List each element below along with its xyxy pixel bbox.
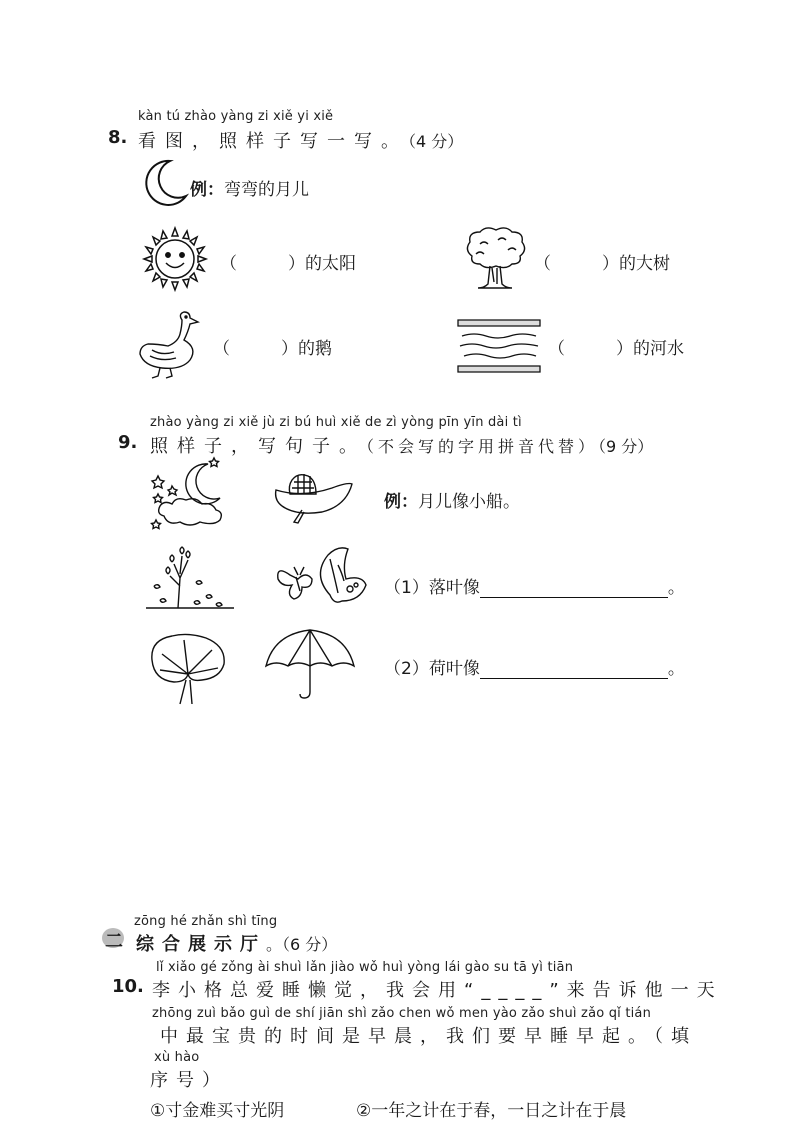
q8-item-sun — [220, 249, 356, 274]
q8-item-river — [548, 334, 684, 359]
lotus-leaf-icon — [146, 630, 230, 706]
goose-icon — [138, 310, 202, 380]
q8-score: （4 分） — [408, 132, 464, 151]
river-text: 的河水 — [633, 339, 684, 359]
q8-item-tree — [534, 249, 670, 274]
q8-number: 8. — [108, 127, 128, 148]
q9-score: （9 分） — [598, 437, 654, 456]
q8-item-goose — [213, 334, 332, 359]
q9-item-2-answer-line[interactable] — [480, 658, 668, 679]
q9-example — [384, 487, 520, 512]
sun-icon — [140, 226, 210, 292]
falling-leaves-icon — [146, 546, 236, 610]
q10-pinyin-line2: zhōng zuì bǎo guì de shí jiān shì zǎo chen wǒ men yào zǎo shuì zǎo qǐ tián — [152, 1006, 652, 1021]
q9-example-label: 例： — [384, 492, 418, 512]
q9-item-1 — [384, 573, 685, 598]
butterfly-icon — [272, 545, 368, 613]
q10-number: 10. — [112, 976, 144, 997]
river-icon — [456, 316, 542, 376]
section2-pinyin: zōng hé zhǎn shì tīng — [134, 914, 278, 929]
q9-item-2-label: （2）荷叶像 — [384, 659, 480, 679]
q9-stem — [150, 432, 653, 458]
q10-line1: 李小格总爱睡懒觉，我会用“____”来告诉他一天 — [152, 980, 723, 1001]
q8-stem-text: 看图，照样子写一写。 — [138, 131, 408, 152]
goose-text: 的鹅 — [298, 339, 332, 359]
tree-blank[interactable]: （ ） — [534, 254, 619, 274]
q10-option-1[interactable]: ①寸金难买寸光阴 — [150, 1101, 285, 1121]
q10-option-2[interactable]: ②一年之计在于春，一日之计在于晨 — [356, 1101, 627, 1121]
section2-title — [136, 930, 337, 956]
q10-line2: 中最宝贵的时间是早晨，我们要早睡早起。（填 — [160, 1026, 697, 1047]
section2-marker-text: 二 — [105, 931, 123, 952]
boat-icon — [272, 470, 354, 524]
q9-item-1-answer-line[interactable] — [480, 577, 668, 598]
q8-example-label: 例： — [190, 180, 224, 200]
q9-item-2-end: 。 — [667, 659, 685, 679]
q9-pinyin: zhào yàng zi xiě jù zi bú huì xiě de zì yòng pīn yīn dài tì — [150, 415, 522, 430]
sun-text: 的太阳 — [305, 254, 356, 274]
tree-icon — [462, 226, 528, 292]
q10-line3: 序号） — [150, 1070, 228, 1091]
umbrella-icon — [264, 628, 356, 700]
sun-blank[interactable]: （ ） — [220, 254, 305, 274]
section2-marker — [102, 928, 126, 950]
q10-pinyin-line1: lǐ xiǎo gé zǒng ài shuì lǎn jiào wǒ huì yòng lái gào su tā yì tiān — [156, 960, 574, 975]
q8-pinyin: kàn tú zhào yàng zi xiě yi xiě — [138, 109, 334, 124]
q9-example-text: 月儿像小船。 — [418, 492, 520, 512]
goose-blank[interactable]: （ ） — [213, 339, 298, 359]
q8-stem — [138, 127, 463, 153]
q9-stem-note: （不会写的字用拼音代替） — [366, 437, 599, 456]
section2-score: 。（6 分） — [266, 935, 338, 954]
q9-number: 9. — [118, 432, 138, 453]
river-blank[interactable]: （ ） — [548, 339, 633, 359]
section2-title-text: 综合展示厅 — [136, 934, 266, 955]
q8-example — [190, 175, 309, 200]
q9-item-1-label: （1）落叶像 — [384, 578, 480, 598]
moon-icon — [140, 158, 190, 208]
tree-text: 的大树 — [619, 254, 670, 274]
q9-item-2 — [384, 654, 685, 679]
q9-item-1-end: 。 — [667, 578, 685, 598]
q8-example-text: 弯弯的月儿 — [224, 180, 309, 200]
q9-stem-text: 照样子，写句子。 — [150, 436, 366, 457]
q10-pinyin-line3: xù hào — [154, 1050, 200, 1065]
moon-cloud-icon — [150, 458, 232, 528]
